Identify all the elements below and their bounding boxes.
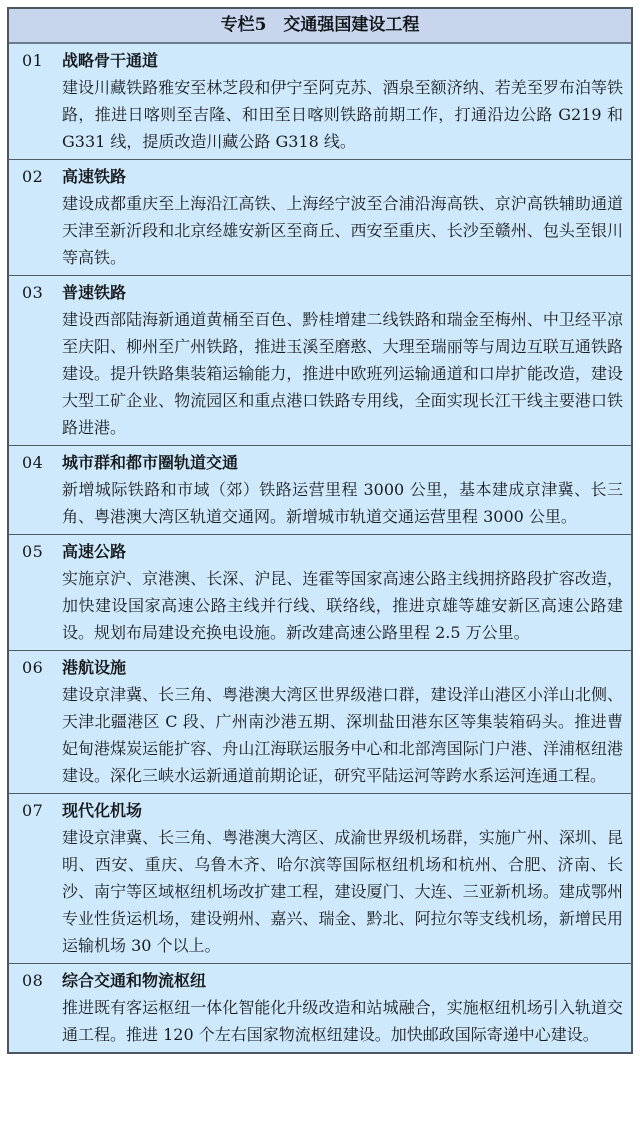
section-heading: 普速铁路 [62,283,127,302]
section-row [9,535,631,651]
section-row [9,44,631,160]
section-text: 实施京沪、京港澳、长深、沪昆、连霍等国家高速公路主线拥挤路段扩容改造，加快建设国家高速公路主线并行线、联络线，推进京雄等雄安新区高速公路建设。规划布局建设充换电设施。新改建高速公路里程 2.5 万公里。 [62,569,623,642]
section-number: 05 [22,542,44,561]
section-number: 03 [22,283,44,302]
section-number: 04 [22,453,44,472]
section-heading-row [9,967,631,994]
section-row [9,964,631,1052]
section-heading-row [9,538,631,565]
section-heading: 综合交通和物流枢纽 [62,971,207,990]
section-heading: 现代化机场 [62,801,143,820]
section-heading: 战略骨干通道 [62,51,159,70]
section-heading-row [9,47,631,74]
section-heading: 城市群和都市圈轨道交通 [62,453,239,472]
section-number: 02 [22,167,44,186]
section-number: 08 [22,971,44,990]
section-text: 建设西部陆海新通道黄桶至百色、黔桂增建二线铁路和瑞金至梅州、中卫经平凉至庆阳、柳州至广州铁路，推进玉溪至磨憨、大理至瑞丽等与周边互联互通铁路建设。提升铁路集装箱运输能力，推进中欧班列运输通道和口岸扩能改造，建设大型工矿企业、物流园区和重点港口铁路专用线，全面实现长江干线主要港口铁路进港。 [62,310,623,437]
section-heading-row [9,449,631,476]
section-number: 07 [22,801,44,820]
section-heading: 港航设施 [62,658,127,677]
section-number: 06 [22,658,44,677]
section-text: 新增城际铁路和市域（郊）铁路运营里程 3000 公里，基本建成京津冀、长三角、粤港澳大湾区轨道交通网。新增城市轨道交通运营里程 3000 公里。 [62,480,623,526]
section-number: 01 [22,51,44,70]
section-row [9,276,631,446]
section-heading-row [9,797,631,824]
section-row [9,651,631,794]
section-heading: 高速公路 [62,542,127,561]
column-box-panel [7,7,633,1054]
section-row [9,160,631,276]
section-text: 建设成都重庆至上海沿江高铁、上海经宁波至合浦沿海高铁、京沪高铁辅助通道天津至新沂段和北京经雄安新区至商丘、西安至重庆、长沙至赣州、包头至银川等高铁。 [62,194,623,267]
section-row [9,794,631,964]
section-text: 推进既有客运枢纽一体化智能化升级改造和站城融合，实施枢纽机场引入轨道交通工程。推进 120 个左右国家物流枢纽建设。加快邮政国际寄递中心建设。 [62,998,623,1044]
section-text: 建设京津冀、长三角、粤港澳大湾区、成渝世界级机场群，实施广州、深圳、昆明、西安、重庆、乌鲁木齐、哈尔滨等国际枢纽机场和杭州、合肥、济南、长沙、南宁等区域枢纽机场改扩建工程，建设厦门、大连、三亚新机场。建成鄂州专业性货运机场，建设朔州、嘉兴、瑞金、黔北、阿拉尔等支线机场，新增民用运输机场 30 个以上。 [62,828,623,955]
section-text: 建设川藏铁路雅安至林芝段和伊宁至阿克苏、酒泉至额济纳、若羌至罗布泊等铁路，推进日喀则至吉隆、和田至日喀则铁路前期工作，打通沿边公路 G219 和 G331 线，提质改造川藏公路 G318 线。 [62,78,623,151]
section-heading-row [9,279,631,306]
panel-title: 专栏5 交通强国建设工程 [9,9,631,44]
section-row [9,446,631,535]
section-text: 建设京津冀、长三角、粤港澳大湾区世界级港口群，建设洋山港区小洋山北侧、天津北疆港区 C 段、广州南沙港五期、深圳盐田港东区等集装箱码头。推进曹妃甸港煤炭运能扩容、舟山江海联运服务中心和北部湾国际门户港、洋浦枢纽港建设。深化三峡水运新通道前期论证，研究平陆运河等跨水系运河连通工程。 [62,685,623,785]
section-heading-row [9,654,631,681]
section-heading-row [9,163,631,190]
panel-body [9,44,631,1052]
section-heading: 高速铁路 [62,167,127,186]
